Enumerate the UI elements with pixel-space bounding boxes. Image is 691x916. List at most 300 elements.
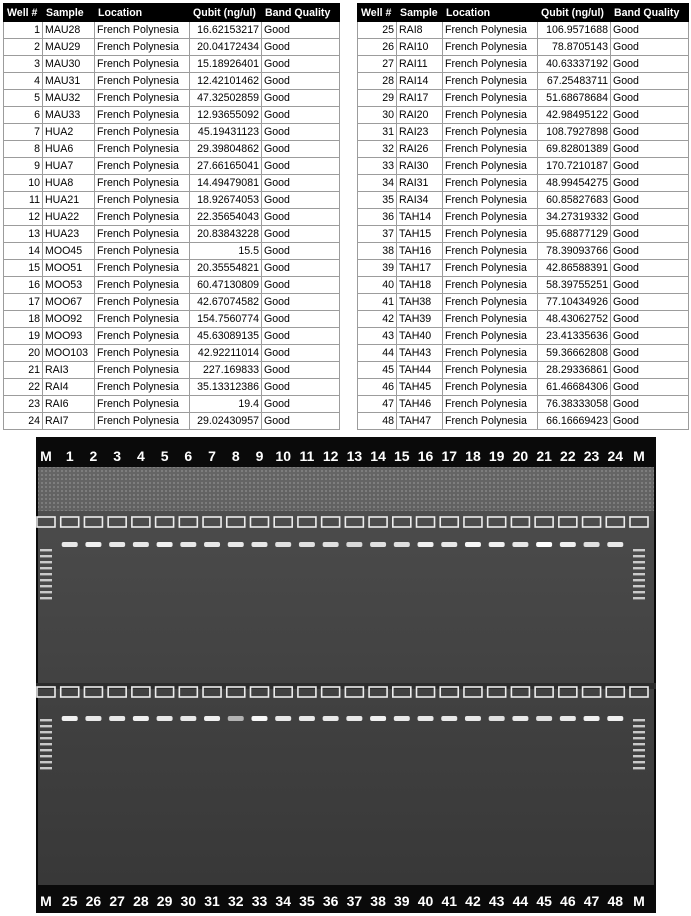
cell-location: French Polynesia: [443, 243, 538, 260]
cell-well: 1: [4, 22, 43, 39]
cell-location: French Polynesia: [443, 39, 538, 56]
top-lane-label: 10: [275, 448, 291, 464]
cell-location: French Polynesia: [95, 158, 190, 175]
cell-location: French Polynesia: [443, 141, 538, 158]
table-row: [4, 124, 340, 141]
cell-well: 39: [358, 260, 397, 277]
gel-comb-top-region: [38, 467, 654, 511]
cell-qubit: 15.5: [190, 243, 262, 260]
bottom-lane-label: 25: [61, 893, 78, 909]
table-row: [358, 260, 689, 277]
table-row: [358, 175, 689, 192]
bottom-sample-band: [607, 716, 623, 721]
cell-band-quality: Good: [611, 396, 689, 413]
cell-well: 25: [358, 22, 397, 39]
bottom-sample-band: [133, 716, 149, 721]
cell-sample: RAI11: [397, 56, 443, 73]
table-row: [4, 362, 340, 379]
cell-sample: TAH40: [397, 328, 443, 345]
col-header-sample: Sample: [397, 4, 443, 22]
cell-location: French Polynesia: [443, 413, 538, 430]
top-lane-label: 21: [536, 448, 552, 464]
bottom-lane-label-marker: M: [633, 893, 645, 909]
cell-sample: HUA6: [43, 141, 95, 158]
top-marker-band: [40, 549, 52, 551]
cell-well: 28: [358, 73, 397, 90]
bottom-marker-band: [633, 737, 645, 739]
bottom-marker-band: [633, 761, 645, 763]
table-row: [4, 175, 340, 192]
table-row: [358, 328, 689, 345]
cell-qubit: 29.39804862: [190, 141, 262, 158]
cell-sample: TAH45: [397, 379, 443, 396]
cell-sample: MAU31: [43, 73, 95, 90]
header-row: [4, 4, 340, 22]
cell-sample: MAU30: [43, 56, 95, 73]
cell-location: French Polynesia: [443, 73, 538, 90]
cell-band-quality: Good: [262, 124, 340, 141]
top-lane-label: 16: [417, 448, 434, 464]
cell-band-quality: Good: [262, 39, 340, 56]
bottom-marker-band: [633, 767, 645, 769]
table-row: [358, 311, 689, 328]
top-marker-band: [40, 579, 52, 581]
cell-qubit: 61.46684306: [538, 379, 611, 396]
cell-location: French Polynesia: [443, 345, 538, 362]
cell-band-quality: Good: [611, 22, 689, 39]
table-row: [4, 192, 340, 209]
bottom-sample-band: [560, 716, 576, 721]
top-sample-band: [228, 542, 244, 547]
cell-band-quality: Good: [611, 141, 689, 158]
table-row: [358, 39, 689, 56]
top-sample-band: [180, 542, 196, 547]
col-header-band-quality: Band Quality: [611, 4, 689, 22]
cell-location: French Polynesia: [95, 226, 190, 243]
cell-qubit: 60.85827683: [538, 192, 611, 209]
cell-band-quality: Good: [611, 39, 689, 56]
bottom-sample-band: [85, 716, 101, 721]
cell-qubit: 14.49479081: [190, 175, 262, 192]
top-lane-label: 24: [607, 448, 624, 464]
cell-qubit: 42.67074582: [190, 294, 262, 311]
cell-band-quality: Good: [611, 413, 689, 430]
top-lane-label: 4: [136, 448, 145, 464]
cell-qubit: 12.93655092: [190, 107, 262, 124]
cell-location: French Polynesia: [443, 192, 538, 209]
top-lane-label: 19: [488, 448, 505, 464]
cell-sample: MAU28: [43, 22, 95, 39]
top-sample-band: [275, 542, 291, 547]
cell-qubit: 20.04172434: [190, 39, 262, 56]
cell-qubit: 60.47130809: [190, 277, 262, 294]
cell-well: 19: [4, 328, 43, 345]
table-row: [4, 226, 340, 243]
header-row: [358, 4, 689, 22]
col-header-band-quality: Band Quality: [262, 4, 340, 22]
top-sample-band: [62, 542, 78, 547]
cell-band-quality: Good: [262, 260, 340, 277]
cell-well: 36: [358, 209, 397, 226]
cell-band-quality: Good: [262, 158, 340, 175]
top-lane-label: 18: [465, 448, 481, 464]
cell-well: 9: [4, 158, 43, 175]
cell-location: French Polynesia: [443, 124, 538, 141]
top-lane-label: 23: [583, 448, 600, 464]
top-sample-band: [489, 542, 505, 547]
table-row: [358, 362, 689, 379]
bottom-lane-label: 37: [346, 893, 363, 909]
cell-band-quality: Good: [611, 226, 689, 243]
cell-location: French Polynesia: [95, 311, 190, 328]
cell-band-quality: Good: [611, 124, 689, 141]
bottom-sample-band: [346, 716, 362, 721]
col-header-qubit: Qubit (ng/ul): [538, 4, 611, 22]
bottom-sample-band: [512, 716, 528, 721]
cell-qubit: 16.62153217: [190, 22, 262, 39]
cell-qubit: 42.98495122: [538, 107, 611, 124]
cell-well: 10: [4, 175, 43, 192]
bottom-sample-band: [584, 716, 600, 721]
bottom-sample-band: [418, 716, 434, 721]
cell-sample: RAI26: [397, 141, 443, 158]
cell-sample: TAH15: [397, 226, 443, 243]
bottom-lane-label: 26: [85, 893, 102, 909]
cell-location: French Polynesia: [443, 379, 538, 396]
cell-well: 30: [358, 107, 397, 124]
top-sample-band: [370, 542, 386, 547]
cell-well: 23: [4, 396, 43, 413]
cell-well: 4: [4, 73, 43, 90]
col-header-location: Location: [95, 4, 190, 22]
table-row: [358, 396, 689, 413]
cell-well: 31: [358, 124, 397, 141]
cell-band-quality: Good: [611, 175, 689, 192]
cell-well: 21: [4, 362, 43, 379]
cell-sample: HUA8: [43, 175, 95, 192]
cell-band-quality: Good: [262, 396, 340, 413]
cell-sample: MOO93: [43, 328, 95, 345]
cell-band-quality: Good: [262, 192, 340, 209]
bottom-marker-band: [40, 737, 52, 739]
cell-well: 47: [358, 396, 397, 413]
cell-well: 22: [4, 379, 43, 396]
cell-well: 26: [358, 39, 397, 56]
bottom-sample-band: [370, 716, 386, 721]
bottom-sample-band: [465, 716, 481, 721]
top-sample-band: [536, 542, 552, 547]
table-row: [358, 294, 689, 311]
cell-qubit: 45.63089135: [190, 328, 262, 345]
bottom-marker-band: [633, 731, 645, 733]
top-lane-label: 9: [255, 448, 264, 464]
cell-well: 45: [358, 362, 397, 379]
top-sample-band: [584, 542, 600, 547]
cell-band-quality: Good: [611, 107, 689, 124]
cell-band-quality: Good: [611, 379, 689, 396]
cell-well: 3: [4, 56, 43, 73]
top-lane-label: 6: [184, 448, 193, 464]
table-row: [358, 141, 689, 158]
gel-svg: [36, 437, 656, 913]
cell-well: 32: [358, 141, 397, 158]
cell-band-quality: Good: [611, 158, 689, 175]
cell-location: French Polynesia: [95, 345, 190, 362]
top-marker-band: [40, 591, 52, 593]
bottom-lane-label: 44: [512, 893, 529, 909]
cell-qubit: 42.92211014: [190, 345, 262, 362]
cell-qubit: 51.68678684: [538, 90, 611, 107]
bottom-sample-band: [323, 716, 339, 721]
cell-well: 16: [4, 277, 43, 294]
bottom-sample-band: [489, 716, 505, 721]
cell-band-quality: Good: [262, 294, 340, 311]
cell-sample: RAI6: [43, 396, 95, 413]
top-marker-band: [40, 567, 52, 569]
cell-location: French Polynesia: [443, 362, 538, 379]
cell-location: French Polynesia: [95, 73, 190, 90]
cell-band-quality: Good: [611, 56, 689, 73]
cell-sample: MAU33: [43, 107, 95, 124]
cell-location: French Polynesia: [443, 396, 538, 413]
bottom-lane-label: 34: [275, 893, 291, 909]
bottom-lane-label: 45: [536, 893, 552, 909]
cell-location: French Polynesia: [443, 175, 538, 192]
cell-band-quality: Good: [262, 90, 340, 107]
table-row: [358, 107, 689, 124]
cell-band-quality: Good: [611, 192, 689, 209]
cell-well: 46: [358, 379, 397, 396]
table-row: [358, 209, 689, 226]
bottom-lane-label: 40: [417, 893, 434, 909]
bottom-marker-band: [40, 731, 52, 733]
top-lane-label: 1: [65, 448, 74, 464]
cell-well: 38: [358, 243, 397, 260]
top-lane-label: 20: [512, 448, 529, 464]
top-sample-band: [299, 542, 315, 547]
cell-sample: RAI7: [43, 413, 95, 430]
cell-sample: RAI14: [397, 73, 443, 90]
cell-qubit: 227.169833: [190, 362, 262, 379]
top-lane-label: 7: [208, 448, 216, 464]
cell-band-quality: Good: [262, 379, 340, 396]
cell-well: 41: [358, 294, 397, 311]
cell-location: French Polynesia: [95, 413, 190, 430]
cell-qubit: 47.32502859: [190, 90, 262, 107]
cell-location: French Polynesia: [95, 192, 190, 209]
cell-qubit: 27.66165041: [190, 158, 262, 175]
bottom-sample-band: [394, 716, 410, 721]
cell-band-quality: Good: [262, 107, 340, 124]
cell-well: 42: [358, 311, 397, 328]
cell-qubit: 66.16669423: [538, 413, 611, 430]
table-row: [4, 294, 340, 311]
cell-location: French Polynesia: [443, 328, 538, 345]
bottom-sample-band: [180, 716, 196, 721]
cell-band-quality: Good: [262, 328, 340, 345]
bottom-marker-band: [40, 755, 52, 757]
table-row: [4, 260, 340, 277]
top-lane-label: 17: [441, 448, 458, 464]
table-row: [4, 22, 340, 39]
top-sample-band: [418, 542, 434, 547]
cell-well: 27: [358, 56, 397, 73]
cell-band-quality: Good: [262, 226, 340, 243]
table-row: [358, 345, 689, 362]
bottom-lane-label: 30: [180, 893, 197, 909]
cell-qubit: 22.35654043: [190, 209, 262, 226]
top-lane-label: 14: [370, 448, 386, 464]
cell-sample: RAI31: [397, 175, 443, 192]
cell-sample: RAI20: [397, 107, 443, 124]
cell-sample: RAI17: [397, 90, 443, 107]
cell-band-quality: Good: [262, 22, 340, 39]
bottom-lane-label: 32: [227, 893, 244, 909]
cell-sample: MOO51: [43, 260, 95, 277]
top-lane-label: 5: [160, 448, 169, 464]
table-row: [4, 73, 340, 90]
cell-sample: RAI8: [397, 22, 443, 39]
cell-sample: TAH16: [397, 243, 443, 260]
cell-sample: HUA7: [43, 158, 95, 175]
cell-sample: HUA21: [43, 192, 95, 209]
cell-band-quality: Good: [262, 141, 340, 158]
bottom-marker-band: [633, 755, 645, 757]
col-header-sample: Sample: [43, 4, 95, 22]
cell-well: 33: [358, 158, 397, 175]
cell-location: French Polynesia: [443, 260, 538, 277]
cell-sample: MOO92: [43, 311, 95, 328]
top-marker-band: [633, 579, 645, 581]
col-header-well: Well #: [4, 4, 43, 22]
cell-sample: MAU29: [43, 39, 95, 56]
top-marker-band: [40, 561, 52, 563]
bottom-lane-label: 33: [251, 893, 268, 909]
cell-band-quality: Good: [262, 413, 340, 430]
bottom-lane-label: 39: [394, 893, 410, 909]
top-sample-band: [157, 542, 173, 547]
cell-location: French Polynesia: [95, 22, 190, 39]
cell-band-quality: Good: [611, 345, 689, 362]
cell-sample: MOO45: [43, 243, 95, 260]
cell-sample: MOO67: [43, 294, 95, 311]
cell-band-quality: Good: [611, 362, 689, 379]
cell-well: 18: [4, 311, 43, 328]
bottom-sample-band: [275, 716, 291, 721]
cell-sample: TAH38: [397, 294, 443, 311]
cell-band-quality: Good: [611, 277, 689, 294]
table-row: [358, 158, 689, 175]
cell-qubit: 95.68877129: [538, 226, 611, 243]
top-marker-band: [633, 573, 645, 575]
cell-well: 14: [4, 243, 43, 260]
bottom-lane-label: 29: [156, 893, 173, 909]
bottom-marker-band: [40, 761, 52, 763]
table-row: [4, 345, 340, 362]
cell-qubit: 15.18926401: [190, 56, 262, 73]
cell-sample: HUA22: [43, 209, 95, 226]
cell-location: French Polynesia: [95, 243, 190, 260]
cell-location: French Polynesia: [95, 124, 190, 141]
bottom-lane-label: 27: [109, 893, 125, 909]
table-row: [358, 226, 689, 243]
cell-location: French Polynesia: [443, 22, 538, 39]
cell-qubit: 78.8705143: [538, 39, 611, 56]
cell-location: French Polynesia: [95, 56, 190, 73]
top-sample-band: [465, 542, 481, 547]
table-row: [358, 243, 689, 260]
top-marker-band: [40, 555, 52, 557]
cell-qubit: 20.83843228: [190, 226, 262, 243]
cell-location: French Polynesia: [95, 277, 190, 294]
cell-location: French Polynesia: [95, 294, 190, 311]
table-row: [358, 192, 689, 209]
cell-band-quality: Good: [611, 243, 689, 260]
bottom-lane-label: 38: [370, 893, 386, 909]
cell-well: 11: [4, 192, 43, 209]
cell-well: 12: [4, 209, 43, 226]
top-sample-band: [323, 542, 339, 547]
cell-location: French Polynesia: [443, 90, 538, 107]
cell-band-quality: Good: [611, 311, 689, 328]
table-row: [4, 277, 340, 294]
top-sample-band: [346, 542, 362, 547]
table-row: [4, 243, 340, 260]
cell-well: 8: [4, 141, 43, 158]
table-row: [4, 56, 340, 73]
table-row: [358, 124, 689, 141]
cell-qubit: 45.19431123: [190, 124, 262, 141]
table-row: [358, 22, 689, 39]
bottom-sample-band: [62, 716, 78, 721]
sample-table-left: [3, 3, 340, 430]
table-row: [358, 73, 689, 90]
cell-location: French Polynesia: [95, 379, 190, 396]
cell-band-quality: Good: [611, 73, 689, 90]
cell-band-quality: Good: [262, 73, 340, 90]
top-lane-label: 12: [322, 448, 339, 464]
cell-well: 13: [4, 226, 43, 243]
table-row: [4, 413, 340, 430]
top-marker-band: [40, 597, 52, 599]
bottom-lane-label: 48: [607, 893, 624, 909]
top-lane-label-marker: M: [633, 448, 645, 464]
cell-well: 5: [4, 90, 43, 107]
cell-band-quality: Good: [611, 209, 689, 226]
top-sample-band: [512, 542, 528, 547]
cell-qubit: 35.13312386: [190, 379, 262, 396]
cell-location: French Polynesia: [95, 141, 190, 158]
top-lane-label: 11: [299, 448, 315, 464]
top-lane-label: 13: [346, 448, 363, 464]
table-row: [4, 396, 340, 413]
cell-location: French Polynesia: [95, 362, 190, 379]
cell-location: French Polynesia: [443, 277, 538, 294]
col-header-well: Well #: [358, 4, 397, 22]
cell-qubit: 29.02430957: [190, 413, 262, 430]
cell-well: 6: [4, 107, 43, 124]
bottom-lane-label: 43: [488, 893, 505, 909]
cell-sample: RAI4: [43, 379, 95, 396]
bottom-marker-band: [40, 767, 52, 769]
cell-band-quality: Good: [611, 90, 689, 107]
col-header-qubit: Qubit (ng/ul): [190, 4, 262, 22]
table-row: [358, 379, 689, 396]
bottom-sample-band: [536, 716, 552, 721]
bottom-sample-band: [251, 716, 267, 721]
top-sample-band: [560, 542, 576, 547]
cell-sample: MOO103: [43, 345, 95, 362]
